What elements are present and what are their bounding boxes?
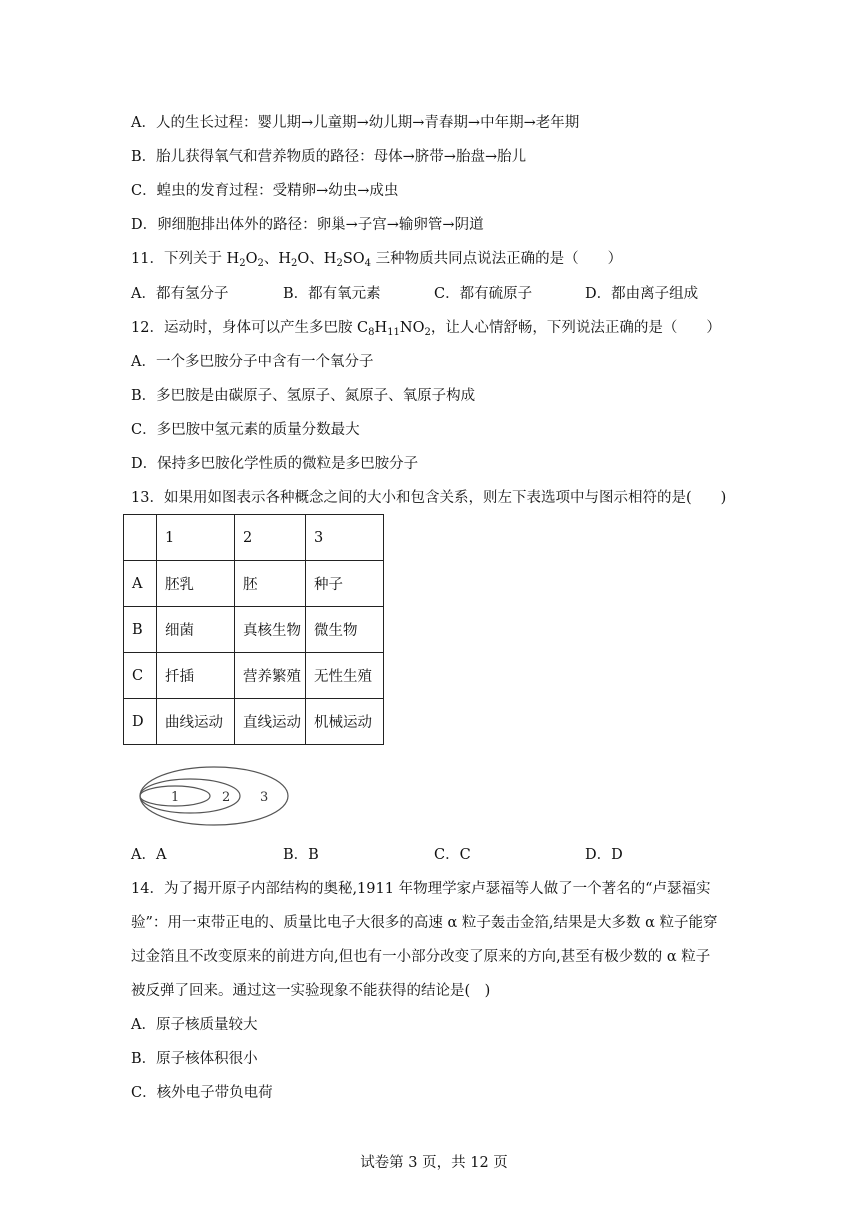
q13-option-c: C．C [434, 847, 471, 863]
table-cell: 无性生殖 [306, 653, 384, 699]
q11-option-a: A．都有氢分子 [131, 286, 229, 302]
venn-label-2: 2 [222, 790, 231, 805]
table-cell: 真核生物 [235, 607, 306, 653]
table-row [124, 607, 384, 653]
table-cell: 3 [306, 515, 384, 561]
q11-option-b: B．都有氧元素 [283, 286, 381, 302]
table-row [124, 561, 384, 607]
q14-stem-line-3: 过金箔且不改变原来的前进方向,但也有一小部分改变了原来的方向,甚至有极少数的 α 粒子 [131, 949, 711, 965]
table-cell: B [124, 607, 157, 653]
table-cell: 2 [235, 515, 306, 561]
q13-stem: 13．如果用如图表示各种概念之间的大小和包含关系，则左下表选项中与图示相符的是( ) [131, 490, 727, 506]
q13-venn-diagram [138, 764, 294, 828]
table-row [124, 653, 384, 699]
table-cell: 直线运动 [235, 699, 306, 745]
table-row [124, 515, 384, 561]
table-cell: 营养繁殖 [235, 653, 306, 699]
table-cell: 细菌 [157, 607, 235, 653]
q12-option-d: D．保持多巴胺化学性质的微粒是多巴胺分子 [131, 456, 419, 472]
q14-stem-line-2: 验”：用一束带正电的、质量比电子大很多的高速 α 粒子轰击金箔,结果是大多数 α 粒子能穿 [131, 915, 718, 931]
q13-option-a: A．A [131, 847, 167, 863]
q11-stem: 11．下列关于 $H_2O_2$、$H_2O$、$H_2SO_4$ 三种物质共同点说法正确的是（ ） [131, 251, 623, 269]
q14-stem-line-4: 被反弹了回来。通过这一实验现象不能获得的结论是( ) [131, 983, 491, 999]
q14-stem-line-1: 14．为了揭开原子内部结构的奥秘,1911 年物理学家卢瑟福等人做了一个著名的“卢瑟福实 [131, 881, 711, 897]
q10-option-a: A．人的生长过程：婴儿期→儿童期→幼儿期→青春期→中年期→老年期 [131, 115, 580, 131]
q14-option-c: C．核外电子带负电荷 [131, 1085, 273, 1101]
q12-option-c: C．多巴胺中氢元素的质量分数最大 [131, 422, 360, 438]
table-cell [124, 515, 157, 561]
q13-option-b: B．B [283, 847, 319, 863]
venn-label-3: 3 [260, 790, 269, 805]
q14-option-b: B．原子核体积很小 [131, 1051, 258, 1067]
table-row [124, 699, 384, 745]
table-cell: A [124, 561, 157, 607]
table-cell: 机械运动 [306, 699, 384, 745]
table-cell: 胚乳 [157, 561, 235, 607]
table-cell: 1 [157, 515, 235, 561]
table-cell: 种子 [306, 561, 384, 607]
q13-table [123, 514, 384, 745]
table-cell: 曲线运动 [157, 699, 235, 745]
q12-option-b: B．多巴胺是由碳原子、氢原子、氮原子、氧原子构成 [131, 388, 476, 404]
q10-option-d: D．卵细胞排出体外的路径：卵巢→子宫→输卵管→阴道 [131, 217, 484, 233]
q12-stem: 12．运动时，身体可以产生多巴胺 $C_8H_{11}NO_2$，让人心情舒畅，下列说法正确的是（ ） [131, 320, 721, 338]
q11-option-d: D．都由离子组成 [585, 286, 699, 302]
venn-label-1: 1 [171, 790, 180, 805]
q11-option-c: C．都有硫原子 [434, 286, 533, 302]
q14-option-a: A．原子核质量较大 [131, 1017, 258, 1033]
table-cell: C [124, 653, 157, 699]
q12-option-a: A．一个多巴胺分子中含有一个氧分子 [131, 354, 374, 370]
table-cell: D [124, 699, 157, 745]
table-cell: 扦插 [157, 653, 235, 699]
page-footer: 试卷第 3 页，共 12 页 [360, 1155, 508, 1171]
table-cell: 微生物 [306, 607, 384, 653]
q13-option-d: D．D [585, 847, 623, 863]
table-cell: 胚 [235, 561, 306, 607]
q10-option-b: B．胎儿获得氧气和营养物质的路径：母体→脐带→胎盘→胎儿 [131, 149, 527, 165]
q10-option-c: C．蝗虫的发育过程：受精卵→幼虫→成虫 [131, 183, 399, 199]
